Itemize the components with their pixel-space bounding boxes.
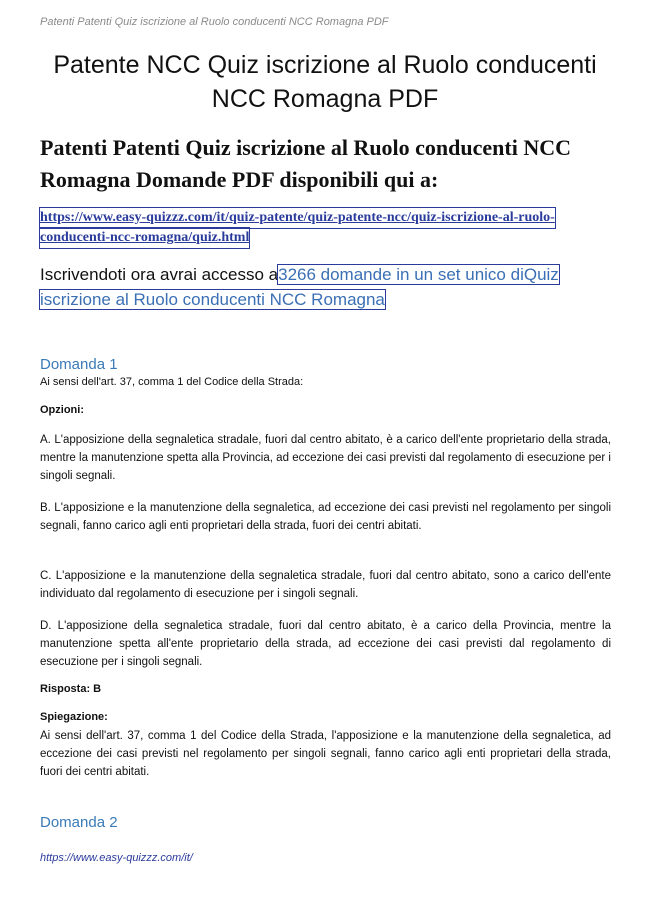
document-title-line-2: NCC Romagna PDF: [211, 85, 439, 113]
answer: Risposta: B: [40, 683, 102, 695]
document-title: [30, 48, 620, 116]
sub-heading-line-2: Romagna Domande PDF disponibili qui a:: [40, 167, 439, 192]
question-2-label: Domanda 2: [40, 814, 118, 831]
source-link[interactable]: [40, 208, 620, 248]
question-set-link-line-1[interactable]: 3266 domande in un set unico diQuiz: [278, 265, 559, 284]
explanation-text: Ai sensi dell'art. 37, comma 1 del Codice della Strada, l'apposizione e la manutenzione della segnaletica, ad eccezione dei casi previsti nel regolamento per singoli segnali, fanno carico agli enti proprietari della strada, fuori dei centri abitati.: [40, 730, 611, 778]
option-d: D. L'apposizione della segnaletica stradale, fuori dal centro abitato, è a carico della Provincia, mentre la manutenzione spetta all'ente proprietario della strada, ad eccezione dei casi previsti dal regolamento di esecuzione per i singoli segnali.: [40, 620, 611, 668]
question-1-stem: Ai sensi dell'art. 37, comma 1 del Codice della Strada:: [40, 376, 304, 388]
document-title-line-1: Patente NCC Quiz iscrizione al Ruolo conducenti: [53, 51, 597, 79]
option-a: A. L'apposizione della segnaletica stradale, fuori dal centro abitato, è a carico dell'ente proprietario della strada, mentre la manutenzione spetta alla Provincia, ad eccezione dei casi previsti dal regolamento di esecuzione per i singoli segnali.: [40, 434, 611, 482]
intro-paragraph: [40, 262, 620, 312]
running-header: Patenti Patenti Quiz iscrizione al Ruolo conducenti NCC Romagna PDF: [40, 16, 389, 28]
sub-heading: [40, 132, 620, 196]
footer-link[interactable]: https://www.easy-quizzz.com/it/: [40, 852, 193, 864]
question-1-label: Domanda 1: [40, 356, 118, 373]
question-set-link-line-2[interactable]: iscrizione al Ruolo conducenti NCC Romagna: [40, 290, 385, 309]
option-c: C. L'apposizione e la manutenzione della segnaletica stradale, fuori dal centro abitato, sono a carico dell'ente individuato dal regolamento di esecuzione per i singoli segnali.: [40, 570, 611, 600]
options-label: Opzioni:: [40, 404, 84, 416]
option-b: B. L'apposizione e la manutenzione della segnaletica, ad eccezione dei casi previsti nel regolamento per singoli segnali, fanno carico agli enti proprietari della strada, fuori dei centri abitati.: [40, 502, 611, 532]
sub-heading-line-1: Patenti Patenti Quiz iscrizione al Ruolo conducenti NCC: [40, 135, 572, 160]
explanation-label: Spiegazione:: [40, 711, 108, 723]
intro-prefix: Iscrivendoti ora avrai accesso a: [40, 265, 279, 284]
source-link-line-1[interactable]: https://www.easy-quizzz.com/it/quiz-patente/quiz-patente-ncc/quiz-iscrizione-al-ruolo-: [40, 208, 555, 228]
source-link-line-2[interactable]: conducenti-ncc-romagna/quiz.html: [40, 228, 249, 248]
